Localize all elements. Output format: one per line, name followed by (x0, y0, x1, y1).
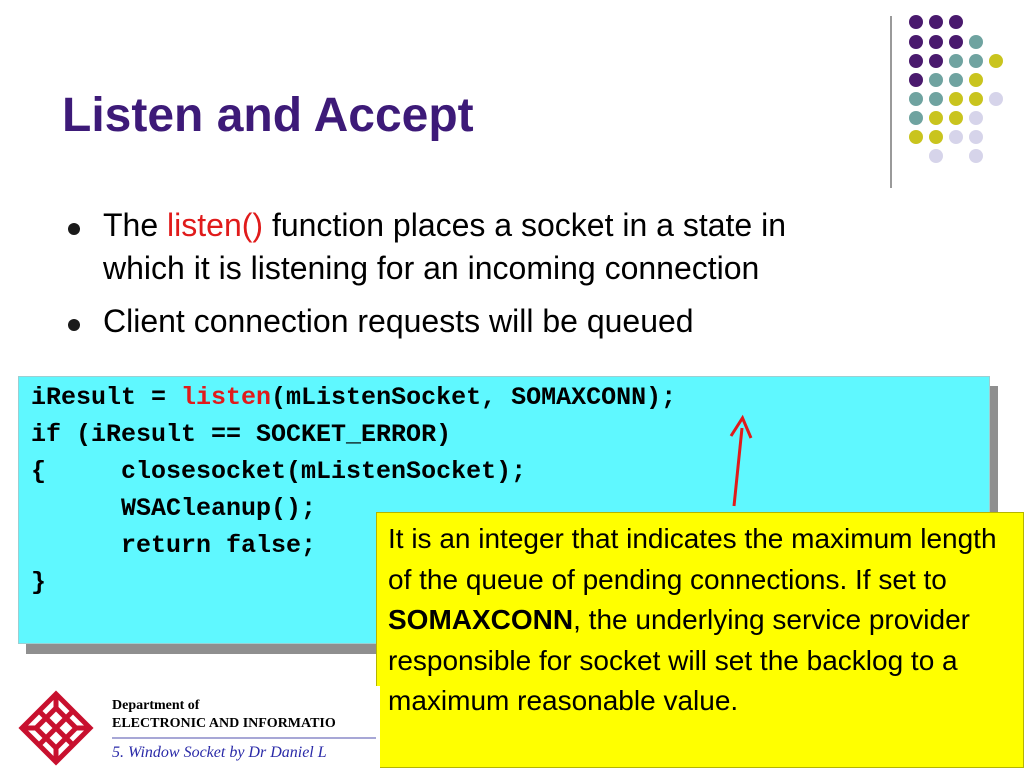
code-line: { closesocket(mListenSocket); (31, 457, 527, 486)
bullet-text: Client connection requests will be queued (103, 303, 694, 339)
decorative-dot (929, 15, 943, 29)
decorative-dot (949, 111, 963, 125)
bullet-item (68, 300, 968, 343)
decorative-dot (989, 92, 1003, 106)
decorative-dot (949, 15, 963, 29)
decorative-dot (949, 92, 963, 106)
decorative-dot (949, 54, 963, 68)
department-label: Department of (112, 698, 200, 713)
university-logo-icon (16, 688, 96, 768)
bullet-text: The (103, 207, 168, 243)
decorative-dot (989, 54, 1003, 68)
decorative-dot (929, 149, 943, 163)
code-line: return false; (31, 531, 317, 560)
divider-line (890, 16, 892, 188)
decorative-dot (949, 130, 963, 144)
decorative-dot (929, 73, 943, 87)
code-line: if (iResult == SOCKET_ERROR) (31, 420, 452, 449)
decorative-dot (909, 92, 923, 106)
code-line: WSACleanup(); (31, 494, 317, 523)
decorative-dot (969, 92, 983, 106)
slide-title: Listen and Accept (62, 89, 474, 142)
code-line: } (31, 568, 47, 597)
somaxconn-callout (376, 512, 1024, 768)
bullet-icon (68, 319, 80, 331)
decorative-dot (909, 111, 923, 125)
decorative-dot (969, 73, 983, 87)
decorative-dot (969, 54, 983, 68)
footer-divider (112, 737, 376, 739)
decorative-dot (969, 35, 983, 49)
bullet-text: function places a socket in a state in (263, 207, 787, 243)
bullet-item (68, 204, 968, 290)
decorative-dot (929, 130, 943, 144)
callout-bold-text: SOMAXCONN (388, 604, 574, 635)
decorative-dot (949, 73, 963, 87)
code-keyword-listen: listen (181, 383, 272, 412)
decorative-dot (969, 130, 983, 144)
callout-text: It is an integer that indicates the maximum length of the queue of pending connections. If set to (388, 523, 997, 595)
decorative-dot (909, 54, 923, 68)
course-footer-text: 5. Window Socket by Dr Daniel L (112, 744, 327, 761)
decorative-dot (929, 111, 943, 125)
department-name: ELECTRONIC AND INFORMATIO (112, 716, 336, 731)
bullet-icon (68, 223, 80, 235)
decorative-dot (969, 111, 983, 125)
bullet-text: which it is listening for an incoming connection (103, 250, 760, 286)
decorative-dot (929, 54, 943, 68)
decorative-dot (929, 92, 943, 106)
decorative-dot (929, 35, 943, 49)
callout-text: , the underlying service provider responsible for socket will set the backlog to a maximum reasonable value. (388, 604, 970, 716)
listen-function-highlight: listen() (167, 207, 264, 243)
bullet-list (68, 204, 968, 353)
decorative-dot (949, 35, 963, 49)
decorative-dot (909, 35, 923, 49)
decorative-dot (909, 15, 923, 29)
code-text: (mListenSocket, SOMAXCONN); (271, 383, 677, 412)
decorative-dot (909, 130, 923, 144)
code-line (31, 383, 676, 413)
decorative-dot (969, 149, 983, 163)
decorative-dot (909, 73, 923, 87)
code-text: iResult = (31, 383, 182, 412)
